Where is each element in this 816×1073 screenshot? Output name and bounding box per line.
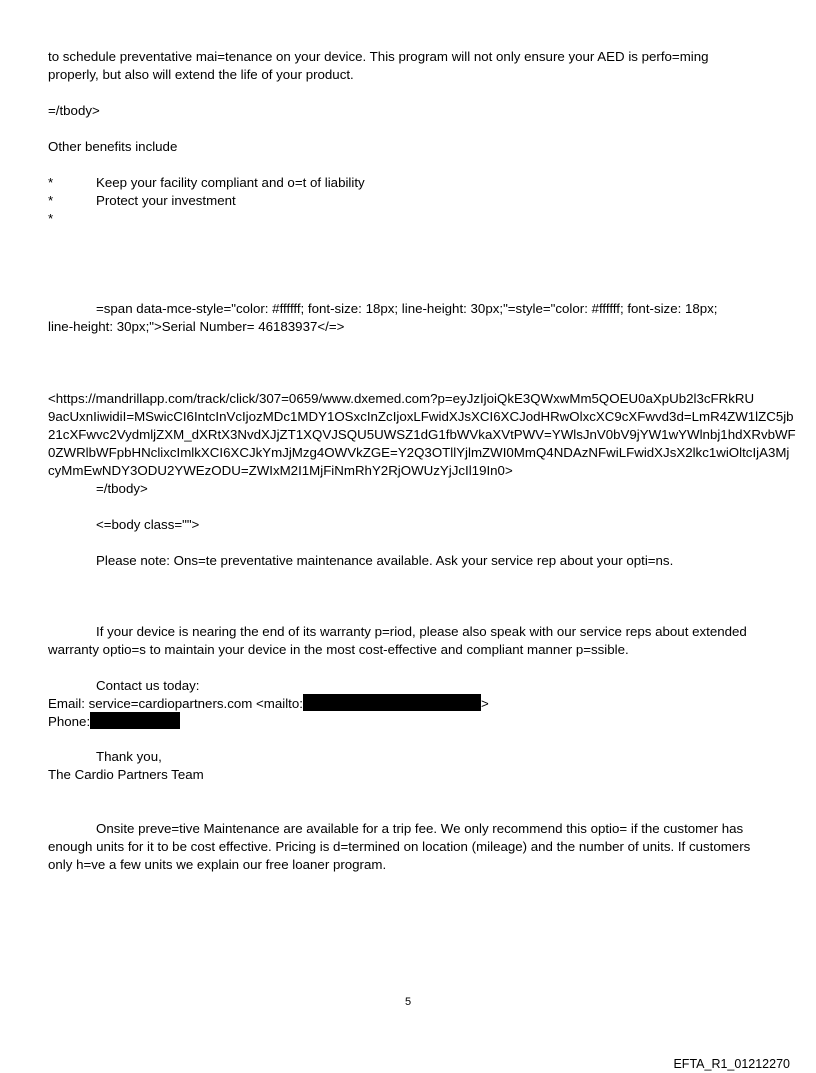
- thanks-text: Thank you,: [96, 749, 162, 764]
- bullet-text: Keep your facility compliant and o=t of liability: [96, 175, 365, 190]
- text-line: 0ZWRlbWFpbHNclixcImlkXCI6XCJkYmJjMzg4OWVkZGE=Y2Q3OTllYjlmZWI0MmQ4NDAzNFwiLFwidXJsX2lkc1wiOltcIjA3Mj: [48, 445, 790, 460]
- email-line: [48, 694, 489, 713]
- text-line: <https://mandrillapp.com/track/click/307=0659/www.dxemed.com?p=eyJzIjoiQkE3QWxwMm5QOEU0aXpUb2l3cFRkRU: [48, 391, 755, 406]
- body-tag-text: <=body class="">: [96, 517, 200, 532]
- phone-line: [48, 712, 180, 731]
- bullet-marker: *: [48, 193, 54, 208]
- text-line: to schedule preventative mai=tenance on your device. This program will not only ensure your AED is perfo=ming: [48, 49, 709, 64]
- signoff-text: The Cardio Partners Team: [48, 767, 204, 782]
- text-line: warranty optio=s to maintain your device in the most cost-effective and compliant manner p=ssible.: [48, 642, 629, 657]
- text-line: 9acUxnIiwidiI=MSwicCI6IntcInVcIjozMDc1MDY1OSxcInZcIjoxLFwidXJsXCI6XCJodHRwOlxcXC9cXFwvd3d=LmR4ZW1lZC5jb: [48, 409, 794, 424]
- text-line: Onsite preve=tive Maintenance are available for a trip fee. We only recommend this optio= if the customer has: [96, 821, 744, 836]
- note-text: Please note: Ons=te preventative maintenance available. Ask your service rep about your opti=ns.: [96, 553, 674, 568]
- bullet-text: Protect your investment: [96, 193, 236, 208]
- tbody-tag-text: =/tbody>: [96, 481, 148, 496]
- email-tail: >: [480, 696, 489, 711]
- contact-intro: Contact us today:: [96, 678, 200, 693]
- text-line: 21cXFwvc2VydmljZXM_dXRtX3NvdXJjZT1XQVJSQU5UWSZ1dG1fbWVkaXVtPWV=YWlsJnV0bV9jYW1wYWlnbj1hdXRvbWF: [48, 427, 796, 442]
- tbody-tag-text: =/tbody>: [48, 103, 100, 118]
- text-line: If your device is nearing the end of its warranty p=riod, please also speak with our service reps about extended: [96, 624, 747, 639]
- benefits-intro: Other benefits include: [48, 139, 178, 154]
- document-id: EFTA_R1_01212270: [673, 1057, 790, 1071]
- text-line: cyMmEwNDY3ODU2YWEzODU=ZWIxM2I1MjFiNmRhY2RjOWUzYjJcIl19In0>: [48, 463, 513, 478]
- text-line: properly, but also will extend the life of your product.: [48, 67, 354, 82]
- text-line: only h=ve a few units we explain our free loaner program.: [48, 857, 387, 872]
- bullet-marker: *: [48, 211, 54, 226]
- page-number: 5: [404, 996, 412, 1008]
- redaction-block: [303, 694, 481, 711]
- redaction-block: [90, 712, 180, 729]
- phone-label: Phone:: [48, 714, 91, 729]
- text-line: enough units for it to be cost effective. Pricing is d=termined on location (mileage) and the number of units. If customers: [48, 839, 751, 854]
- bullet-marker: *: [48, 175, 54, 190]
- text-line: line-height: 30px;">Serial Number= 46183937</=>: [48, 319, 345, 334]
- text-line: =span data-mce-style="color: #ffffff; font-size: 18px; line-height: 30px;"=style="color: #ffffff; font-size: 18px;: [96, 301, 718, 316]
- email-label: Email: service=cardiopartners.com <mailto:: [48, 696, 303, 711]
